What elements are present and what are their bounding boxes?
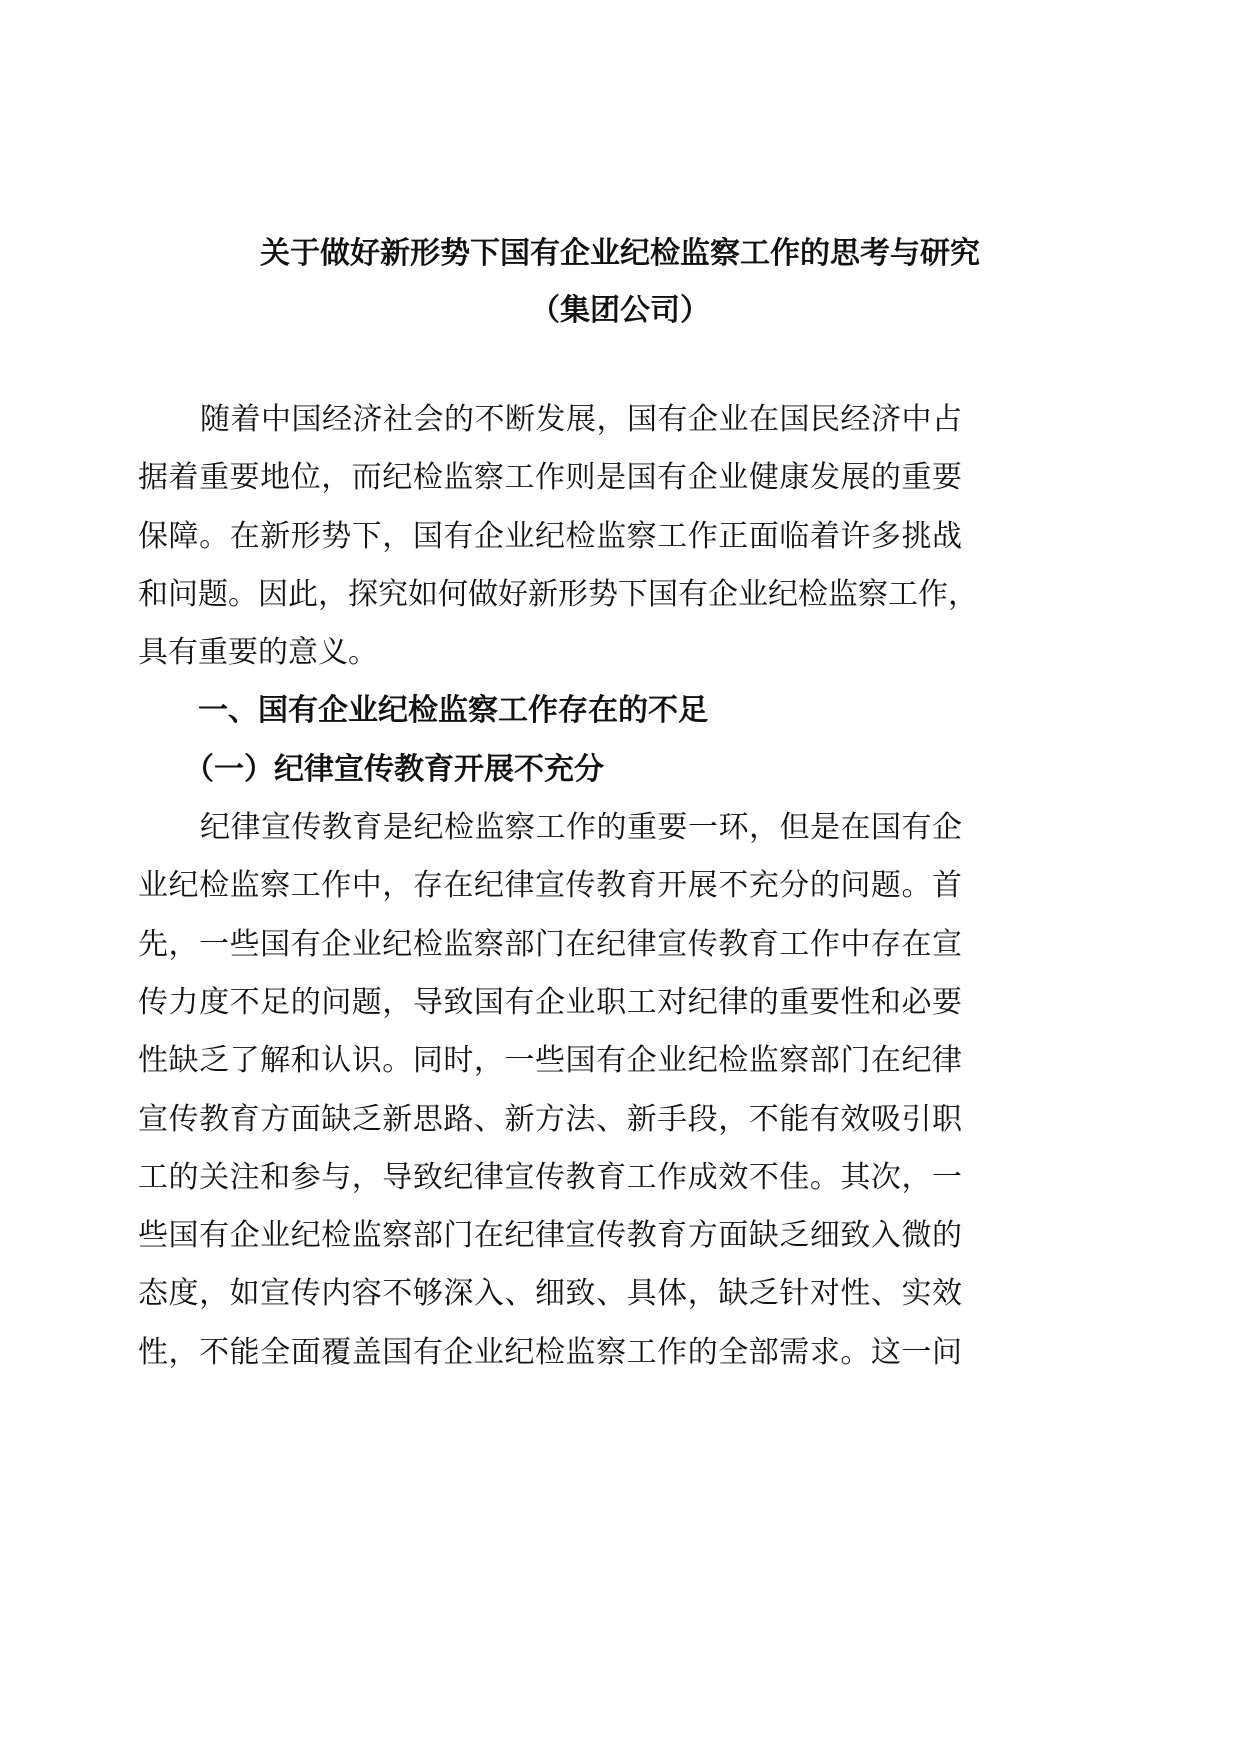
paragraph-line: 具有重要的意义。 [138, 635, 378, 671]
paragraph-line: 态度，如宣传内容不够深入、细致、具体，缺乏针对性、实效 [138, 1276, 962, 1312]
document-subtitle: （集团公司） [530, 293, 710, 328]
paragraph-line: 和问题。因此，探究如何做好新形势下国有企业纪检监察工作， [138, 576, 978, 612]
paragraph-line: 随着中国经济社会的不断发展，国有企业在国民经济中占 [200, 402, 962, 437]
subsection-heading: （一）纪律宣传教育开展不充分 [184, 751, 604, 787]
document-title: 关于做好新形势下国有企业纪检监察工作的思考与研究 [260, 236, 980, 271]
document-body [138, 391, 978, 1382]
section-heading: 一、国有企业纪检监察工作存在的不足 [198, 693, 708, 729]
paragraph-line: 纪律宣传教育是纪检监察工作的重要一环，但是在国有企 [200, 810, 962, 846]
paragraph-line: 些国有企业纪检监察部门在纪律宣传教育方面缺乏细致入微的 [138, 1218, 962, 1254]
paragraph-line: 传力度不足的问题，导致国有企业职工对纪律的重要性和必要 [138, 984, 962, 1020]
paragraph-line: 工的关注和参与，导致纪律宣传教育工作成效不佳。其次，一 [138, 1159, 962, 1195]
paragraph-line: 保障。在新形势下，国有企业纪检监察工作正面临着许多挑战 [138, 518, 962, 554]
paragraph-line: 宣传教育方面缺乏新思路、新方法、新手段，不能有效吸引职 [138, 1101, 962, 1137]
paragraph-line: 性缺乏了解和认识。同时，一些国有企业纪检监察部门在纪律 [138, 1043, 962, 1079]
paragraph-line: 先，一些国有企业纪检监察部门在纪律宣传教育工作中存在宣 [138, 926, 962, 962]
paragraph-line: 据着重要地位，而纪检监察工作则是国有企业健康发展的重要 [138, 460, 962, 496]
paragraph-line: 性，不能全面覆盖国有企业纪检监察工作的全部需求。这一问 [138, 1334, 962, 1370]
paragraph-line: 业纪检监察工作中，存在纪律宣传教育开展不充分的问题。首 [138, 868, 962, 904]
